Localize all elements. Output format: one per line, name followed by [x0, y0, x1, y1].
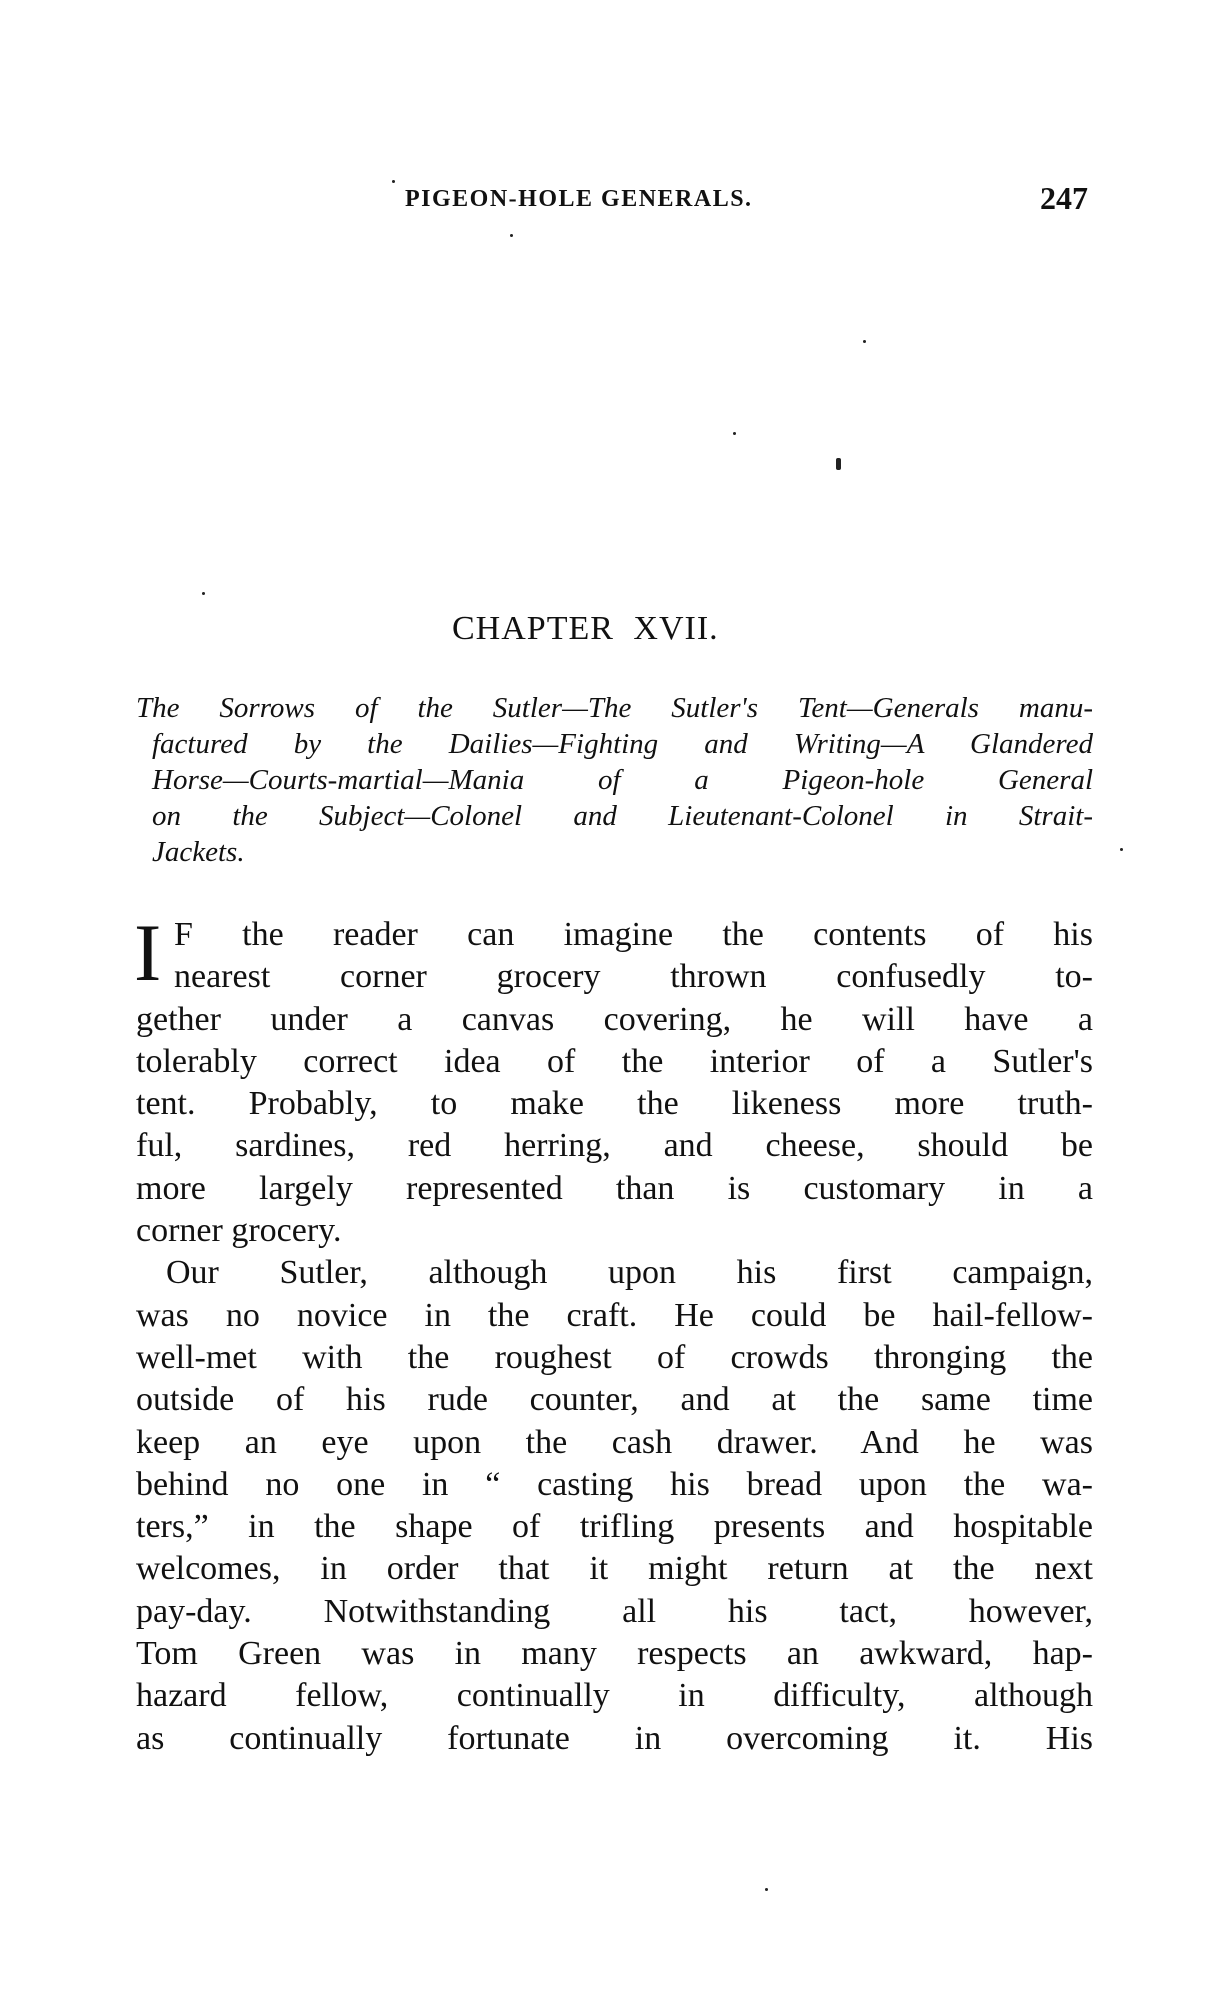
summary-line: on the Subject—Colonel and Lieutenant-Colonel in Strait-	[152, 800, 1093, 832]
print-speck	[765, 1888, 768, 1891]
text-line: was no novice in the craft. He could be hail-fellow-	[136, 1296, 1093, 1334]
chapter-summary	[136, 690, 1093, 870]
print-speck	[392, 180, 395, 183]
text-line: tent. Probably, to make the likeness more truth-	[136, 1085, 1093, 1123]
text-line: more largely represented than is customary in a	[136, 1169, 1093, 1207]
print-speck	[836, 458, 841, 470]
page-number: 247	[1040, 180, 1088, 216]
print-speck	[202, 592, 205, 595]
text-line: gether under a canvas covering, he will have a	[136, 1000, 1093, 1038]
print-speck	[510, 234, 513, 237]
text-line: behind no one in “ casting his bread upon the wa-	[136, 1465, 1093, 1503]
summary-line: The Sorrows of the Sutler—The Sutler's Tent—Generals manu-	[136, 692, 1093, 724]
print-speck	[1120, 848, 1123, 851]
text-line: welcomes, in order that it might return at the next	[136, 1550, 1093, 1588]
text-line: outside of his rude counter, and at the same time	[136, 1381, 1093, 1419]
text-line: well-met with the roughest of crowds thronging the	[136, 1338, 1093, 1376]
text-line: ters,” in the shape of trifling presents and hospitable	[136, 1508, 1093, 1546]
text-line: Tom Green was in many respects an awkward, hap-	[136, 1635, 1093, 1673]
print-speck	[733, 432, 736, 435]
text-line: ful, sardines, red herring, and cheese, should be	[136, 1127, 1093, 1165]
text-line: hazard fellow, continually in difficulty, although	[136, 1677, 1093, 1715]
running-head: PIGEON-HOLE GENERALS.	[405, 186, 753, 212]
text-line: keep an eye upon the cash drawer. And he was	[136, 1423, 1093, 1461]
text-line: corner grocery.	[136, 1212, 342, 1250]
text-line: Our Sutler, although upon his first campaign,	[166, 1254, 1093, 1292]
drop-cap: I	[134, 907, 162, 998]
text-line: tolerably correct idea of the interior of a Sutler's	[136, 1042, 1093, 1080]
print-speck	[863, 340, 866, 343]
text-line: pay-day. Notwithstanding all his tact, however,	[136, 1592, 1093, 1630]
body-text	[134, 907, 1093, 1760]
summary-line: Jackets.	[152, 836, 245, 868]
text-line: nearest corner grocery thrown confusedly to-	[174, 958, 1093, 996]
chapter-title: CHAPTER XVII.	[452, 610, 719, 647]
text-line: F the reader can imagine the contents of his	[174, 916, 1093, 953]
text-line: as continually fortunate in overcoming it. His	[136, 1719, 1093, 1757]
summary-line: Horse—Courts-martial—Mania of a Pigeon-hole General	[152, 764, 1093, 796]
summary-line: factured by the Dailies—Fighting and Writing—A Glandered	[152, 728, 1093, 760]
